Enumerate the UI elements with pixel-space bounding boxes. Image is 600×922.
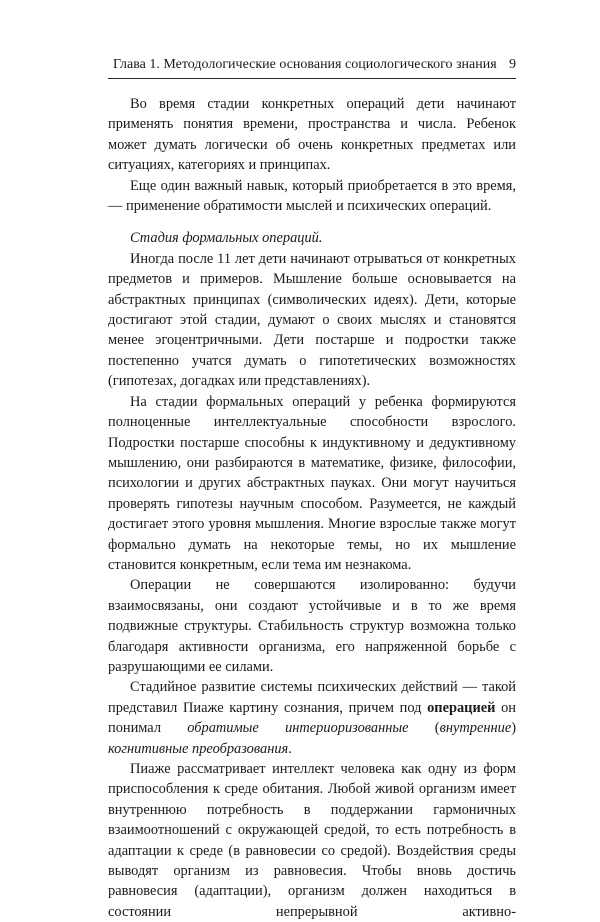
italic-term: внутренние: [439, 720, 512, 737]
italic-term: когнитивные преобразования: [108, 740, 289, 757]
paragraph-adaptation: Пиаже рассматривает интеллект человека как одну из форм приспособления к среде обитания. Любой живой организм имеет внутреннюю потребность в поддержании гармоничных взаимоотношений с окружающей средой, то есть потребность в адаптации к среде (в равновесии со средой). Воздействия среды выводят организм из равновесия. Чтобы вновь достичь равновесия (адаптации), организм должен находиться в состоянии непрерывной активно-: [108, 761, 516, 920]
body-text: [108, 94, 516, 922]
text-run: ): [511, 720, 516, 737]
paragraph-structures: Операции не совершаются изолированно: будучи взаимосвязаны, они создают устойчивые и в то же время подвижные структуры. Стабильность структур возможна только благодаря активности организма, его напряженной борьбе с разрушающими ее силами.: [108, 577, 516, 675]
section-heading-formal-operations: Стадия формальных операций.: [130, 230, 323, 247]
italic-term: обратимые интериоризованные: [187, 720, 409, 737]
bold-term: операцией: [427, 699, 496, 716]
running-head: [113, 56, 516, 73]
chapter-title: Глава 1. Методологические основания социологического знания: [113, 57, 497, 72]
paragraph-operation-definition: [108, 677, 516, 759]
header-rule: [108, 78, 516, 79]
paragraph-concrete-operations: Во время стадии конкретных операций дети начинают применять понятия времени, пространства и числа. Ребенок может думать логически об очень конкретных предметах или ситуациях, категориях и принципах.: [108, 96, 516, 174]
paragraph-after-eleven: Иногда после 11 лет дети начинают отрываться от конкретных предметов и примеров. Мышление больше основывается на абстрактных принципах (символических идеях). Дети, которые достигают этой стадии, думают о своих мыслях и становятся менее эгоцентричными. Дети постарше и подростки также постепенно учатся думать о гипотетических возможностях (гипотезах, догадках или представлениях).: [108, 250, 516, 390]
paragraph-reversibility: Еще один важный навык, который приобретается в это время, — применение обратимости мыслей и психических операций.: [108, 177, 516, 215]
text-run: он понимал: [108, 699, 516, 737]
text-run: .: [288, 740, 292, 757]
page-number: 9: [509, 57, 516, 72]
text-run: Стадийное развитие системы психических действий — такой представил Пиаже картину сознания, причем под: [108, 679, 516, 716]
text-run: (: [408, 720, 440, 737]
paragraph-adult-abilities: На стадии формальных операций у ребенка формируются полноценные интеллектуальные способности взрослого. Подростки постарше способны к индуктивному и дедуктивному мышлению, они разбираются в математике, физике, философии, психологии и других абстрактных пауках. Они могут научиться проверять гипотезы научным способом. Разумеется, не каждый достигает этого уровня мышления. Многие взрослые также могут формально думать на некоторые темы, но их мышление становится конкретным, если тема им незнакома.: [108, 393, 516, 573]
